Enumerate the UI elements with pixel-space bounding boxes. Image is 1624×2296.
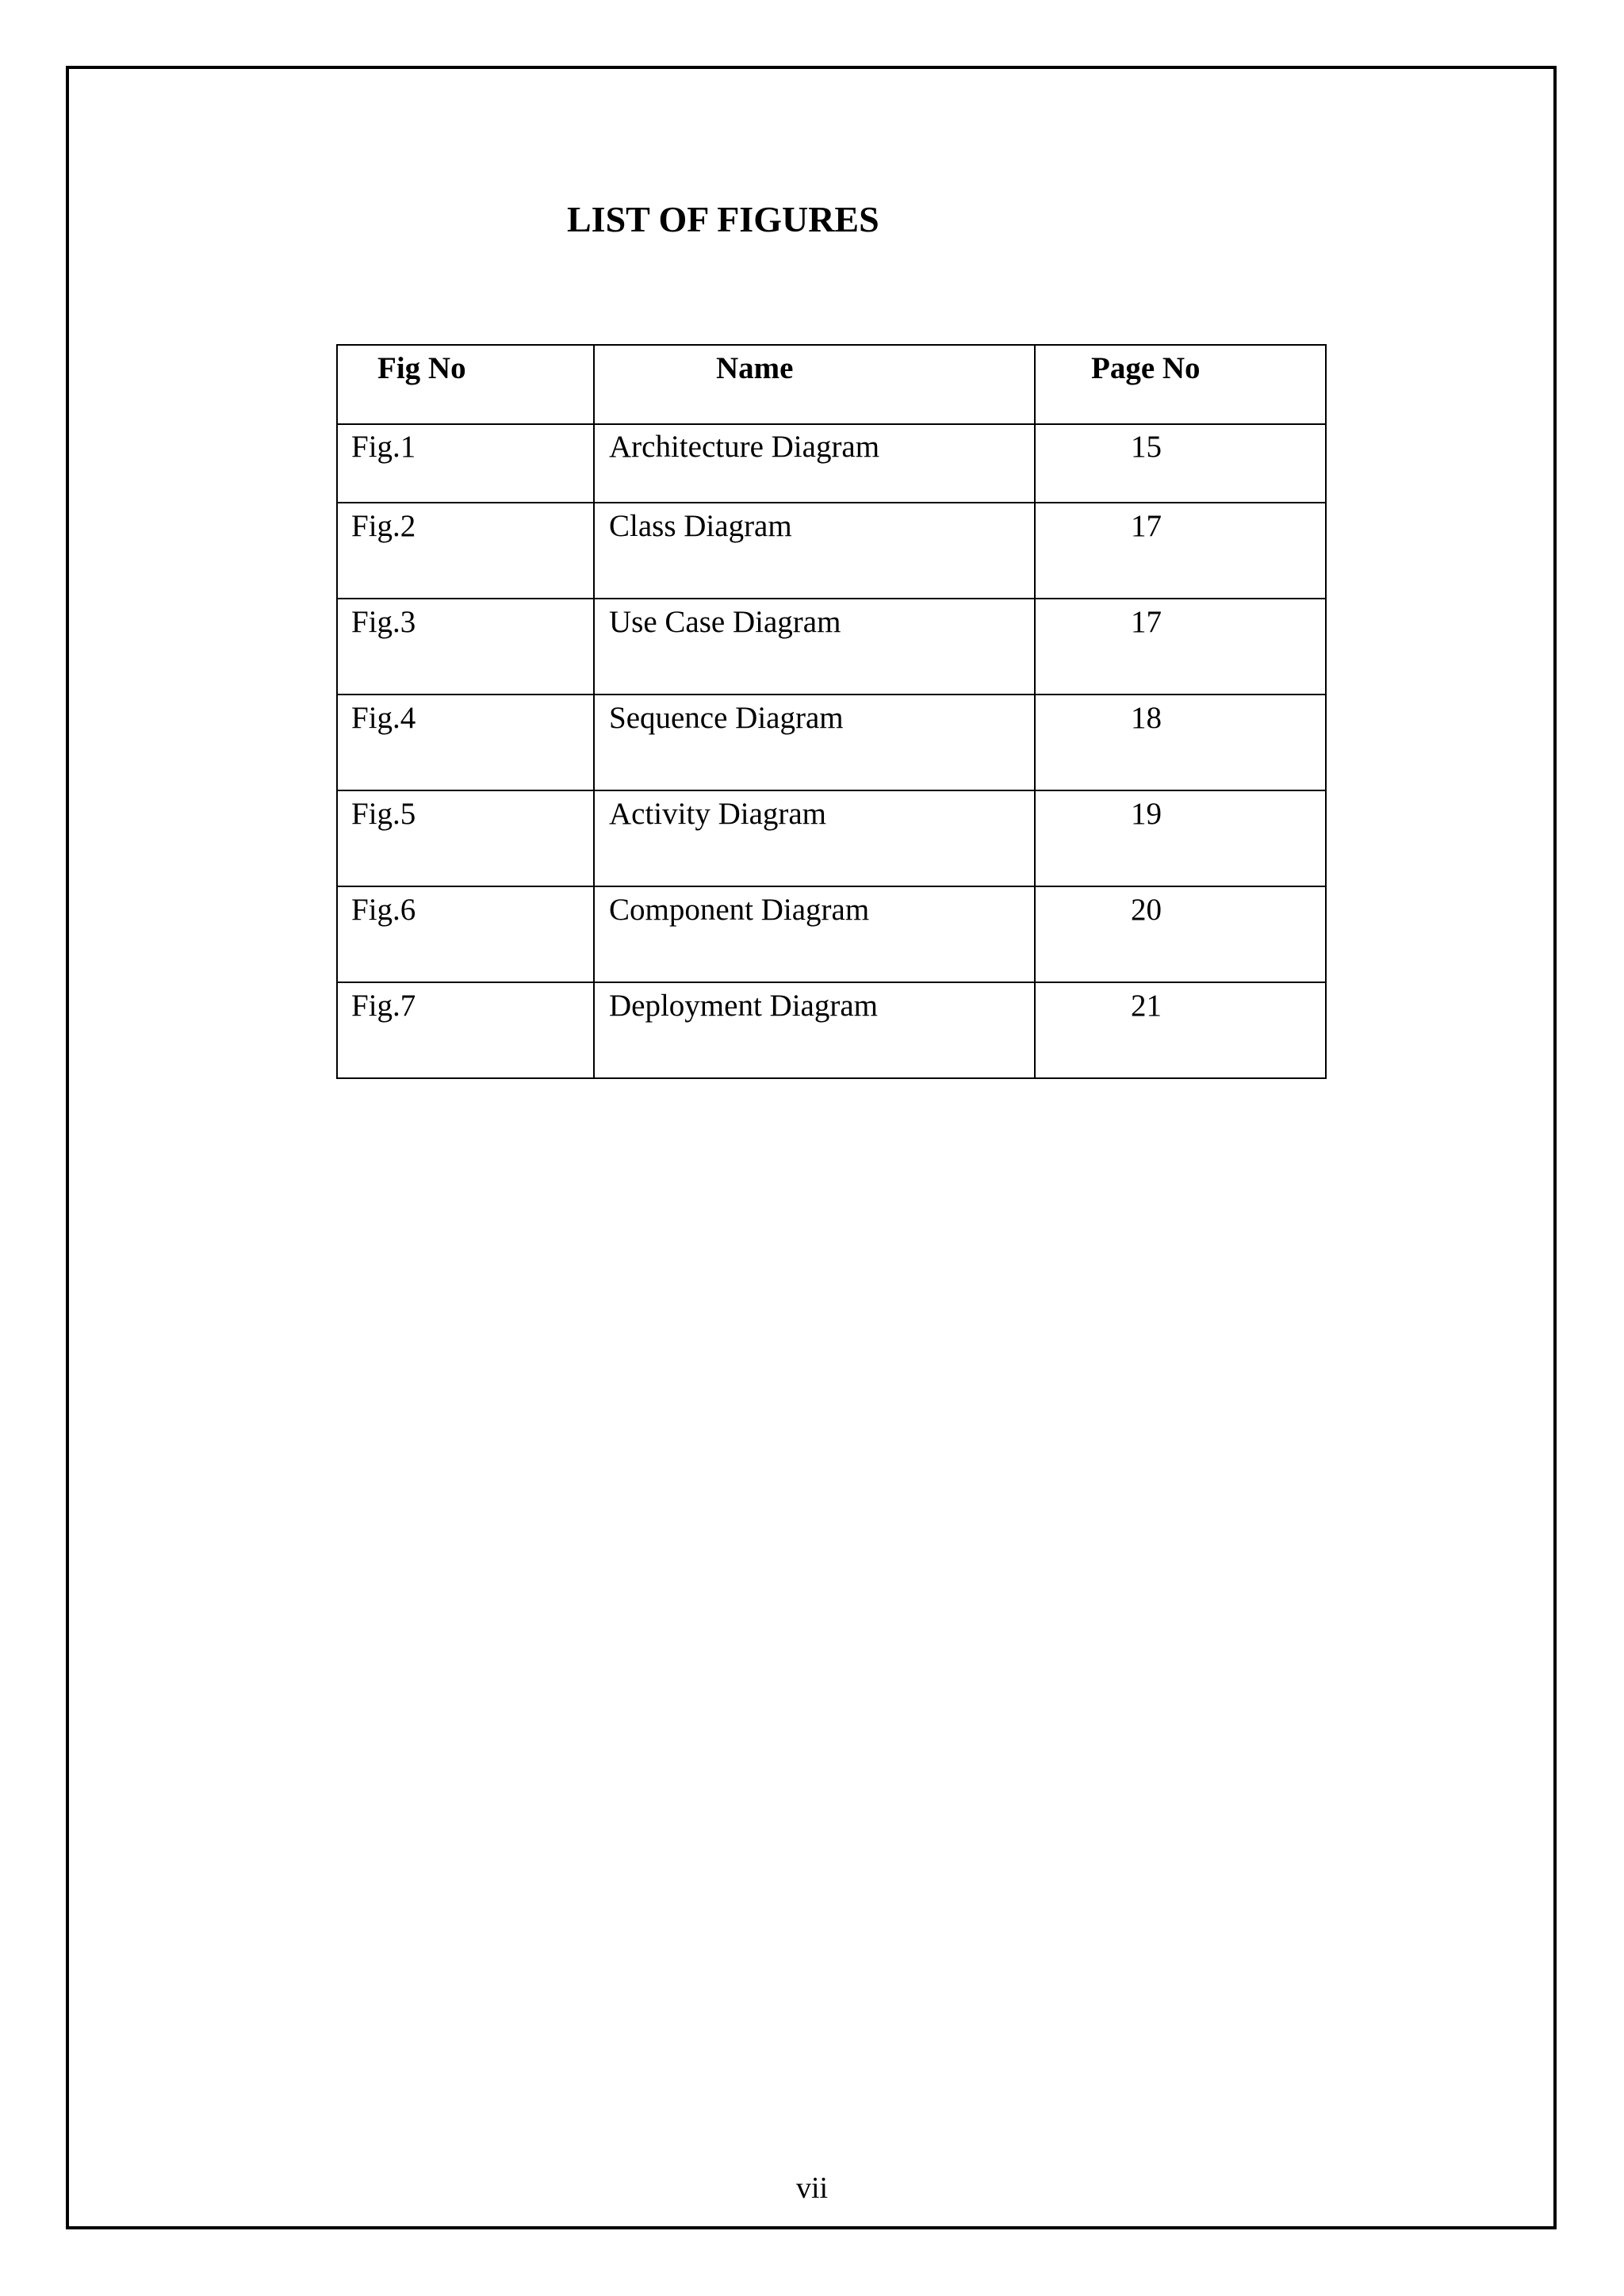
table-row (337, 424, 1326, 503)
page-title: LIST OF FIGURES (567, 199, 879, 239)
cell-page-no: 15 (1035, 424, 1326, 503)
table-row (337, 503, 1326, 599)
cell-name: Component Diagram (594, 886, 1035, 982)
cell-page-no: 17 (1035, 503, 1326, 599)
cell-fig-no: Fig.2 (337, 503, 594, 599)
table-row (337, 790, 1326, 886)
cell-page-no: 20 (1035, 886, 1326, 982)
figures-table (336, 344, 1327, 1079)
cell-name: Class Diagram (594, 503, 1035, 599)
table-row (337, 982, 1326, 1078)
cell-page-no: 18 (1035, 695, 1326, 790)
header-name: Name (594, 345, 1035, 424)
table-row (337, 695, 1326, 790)
cell-name: Deployment Diagram (594, 982, 1035, 1078)
cell-page-no: 17 (1035, 599, 1326, 695)
header-fig-no: Fig No (337, 345, 594, 424)
cell-page-no: 19 (1035, 790, 1326, 886)
cell-name: Architecture Diagram (594, 424, 1035, 503)
cell-name: Use Case Diagram (594, 599, 1035, 695)
table-header-row (337, 345, 1326, 424)
cell-name: Sequence Diagram (594, 695, 1035, 790)
cell-fig-no: Fig.4 (337, 695, 594, 790)
cell-fig-no: Fig.1 (337, 424, 594, 503)
cell-fig-no: Fig.5 (337, 790, 594, 886)
cell-page-no: 21 (1035, 982, 1326, 1078)
cell-fig-no: Fig.3 (337, 599, 594, 695)
table-row (337, 886, 1326, 982)
cell-fig-no: Fig.7 (337, 982, 594, 1078)
table-row (337, 599, 1326, 695)
page-number: vii (795, 2172, 829, 2205)
cell-name: Activity Diagram (594, 790, 1035, 886)
cell-fig-no: Fig.6 (337, 886, 594, 982)
header-page-no: Page No (1035, 345, 1326, 424)
